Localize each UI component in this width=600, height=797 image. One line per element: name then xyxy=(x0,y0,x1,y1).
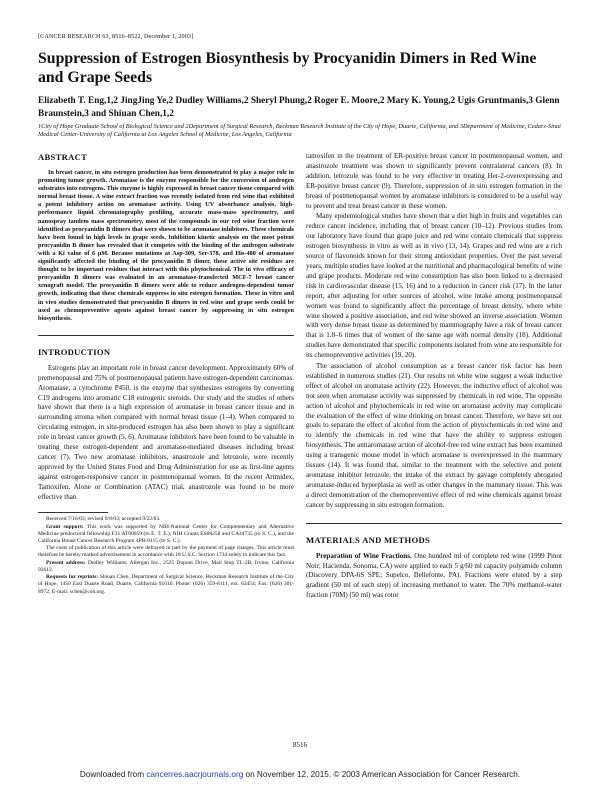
footnotes xyxy=(38,516,294,595)
methods-paragraph xyxy=(306,552,562,602)
methods-heading: MATERIALS AND METHODS xyxy=(306,534,431,545)
introduction-paragraph: Estrogens play an important role in breast cancer development. Approximately 60% of premenopausal and 75% of postmenopausal patients have estrogen-dependent carcinomas. Aromatase, a cytochrome P450, is the enzyme that synthesizes estrogens by converting C19 androgens into aromatic C18 estrogenic steroids. Our study and the studies of others have shown that there is a high expression of aromatase in breast cancer tissue and in surrounding stroma when compared with normal breast tissue (1–4). When compared to circulating estrogen, in situ-produced estrogen has also been shown to play a significant role in breast cancer growth (5, 6). Aromatase inhibitors have been found to be valuable in treating these estrogen-dependent and aromatase-mediated diseases including breast cancer (7). Two new aromatase inhibitors, anastrozole and letrozole, were recently approved by the United States Food and Drug Administration for use as first-line agents against estrogen-responsive cancer in postmenopausal women. In the recent Arimidex, Tamoxifen, Alone or Combination (ATAC) trial, anastrozole was found to be more effective than xyxy=(38,363,294,501)
right-column xyxy=(306,152,562,601)
footnote-present-address xyxy=(38,560,294,574)
right-paragraph-2: Many epidemiological studies have shown that a diet high in fruits and vegetables can reduce cancer incidence, including that of breast cancer (10–12). Previous studies from our laboratory have found that grape juice and red wine contain chemicals that suppress estrogen biosynthesis in vitro as well as in vivo (13, 14). Grapes and red wine are a rich source of flavonoids known for their strong antioxidant properties. Over the past several years, multiple studies have looked at the nutritional and pharmacological benefits of wine and grape products. Moderate red wine consumption has also been linked to a decreased risk in cardiovascular disease (15, 16) and to a reduction in cancer risk (17). In the latter report, after adjusting for other sources of alcohol, wine intake among postmenopausal women was found to significantly affect the percentage of breast density, where white wine showed a positive association, and red wine showed an inverse association. Women with very dense breast tissue as determined by mammography have a risk of breast cancer that is 1.8–6 times that of women of the same age with normal density (18). Additional studies have demonstrated that specific components isolated from wine are responsible for its chemopreventive activities (19, 20). xyxy=(306,212,562,360)
footnote-divider xyxy=(38,512,108,513)
footnote-costs: The costs of publication of this article were defrayed in part by the payment of page charges. This article must therefore be hereby marked advertisement in accordance with 18 U.S.C. Section 1734 solely to indicate this fact. xyxy=(38,545,294,559)
running-head: [CANCER RESEARCH 63, 8516–8522, December 1, 2003] xyxy=(38,33,194,40)
journal-link[interactable]: cancerres.aacrjournals.org xyxy=(146,770,244,779)
right-paragraph-1: tamoxifen in the treatment of ER-positive breast cancer in postmenopausal women, and anastrozole treatment was shown to significantly prevent contralateral cancers (8). In addition, letrozole was found to be very effective in treating Her-2-overexpressing and ER-positive breast cancer (9). Therefore, suppression of in situ estrogen formation in the breast of postmenopausal women by aromatase inhibitors is considered to be a useful way to prevent and treat breast cancer in these women. xyxy=(306,152,562,210)
section-divider xyxy=(306,523,562,524)
footnote-present-text: Dudley Williams, Allergan Inc., 2525 Dupont Drive, Mail Stop TL-2B, Irvine, California 92612. xyxy=(38,559,294,573)
footnote-received: Received 7/16/03; revised 9/8/03; accepted 9/22/03. xyxy=(46,516,161,523)
footnote-reprints-text: Shiuan Chen, Department of Surgical Science, Beckman Research Institute of the City of Hope, 1450 East Duarte Road, Duarte, California 91010. Phone: (626) 359-8111, ext. 63454; Fax: (626) 301-8972; E-mail: schen@coh.org. xyxy=(38,574,294,595)
footnote-grant-label: Grant support: xyxy=(46,523,84,530)
footnote-present-label: Present address: xyxy=(46,559,86,566)
footnote-grant-text: This work was supported by NIH-National Center for Complementary and Alternative Medicine predoctoral fellowship F31 AT00059 (to E. T. E.), NIH Grants ES08258 and CA44735 (to S. C.), and the California Breast Cancer Research Program 4PB-0115 (to S. C.). xyxy=(38,523,294,545)
abstract-heading: ABSTRACT xyxy=(38,152,88,162)
left-column xyxy=(38,152,294,596)
download-prefix: Downloaded from xyxy=(79,770,145,779)
section-divider xyxy=(38,335,294,336)
author-list: Elizabeth T. Eng,1,2 JingJing Ye,2 Dudley Williams,2 Sheryl Phung,2 Roger E. Moore,2 Mary K. Young,2 Ugis Gruntmanis,3 Glenn Braunstein,3 and Shiuan Chen,1,2 xyxy=(38,96,560,119)
abstract-text: In breast cancer, in situ estrogen production has been demonstrated to play a major role in promoting tumor growth. Aromatase is the enzyme responsible for the conversion of androgen substrates into estrogens. This enzyme is highly expressed in breast cancer tissue compared with normal breast tissue. A wine extract fraction was recently isolated from red wine that exhibited a potent inhibitory action on aromatase activity. Using UV absorbance analysis, high-performance liquid chromatography profiling, accurate mass-mass spectrometry, and nanospray tandem mass spectrometry, most of the compounds in our red wine fraction were identified as procyanidin B dimers that were shown to be aromatase inhibitors. These chemicals have been found in high levels in grape seeds. Inhibition kinetic analysis on the most potent procyanidin B dimer has revealed that it competes with the binding of the androgen substrate with a Ki value of 6 μM. Because mutations at Asp-309, Ser-378, and His-480 of aromatase significantly affected the binding of the procyanidin B dimer, these active site residues are thought to be important residues that interact with this phytochemical. The in vivo efficacy of procyanidin B dimers was evaluated in an aromatase-transfected MCF-7 breast cancer xenograft model. The procyanidin B dimers were able to reduce androgen-dependent tumor growth, indicating that these chemicals suppress in situ estrogen formation. These in vitro and in vivo studies demonstrated that procyanidin B dimers in red wine and grape seeds could be used as chemopreventive agents against breast cancer by suppressing in situ estrogen biosynthesis. xyxy=(38,169,294,322)
footnote-reprints-label: Requests for reprints: xyxy=(46,574,99,581)
footnote-grant xyxy=(38,524,294,546)
download-suffix: on November 12, 2015. © 2003 American Association for Cancer Research. xyxy=(245,770,521,779)
methods-text: One hundred ml of complete red wine (1999 Pinot Noir; Hacienda, Sonoma, CA) were applied to each 5 g/60 ml capacity polyamide column (Discovery DPA-6S SPE; Supelco, Bellefonte, PA). Fractions were eluted by a step gradient (50 ml of each step) of increasing methanol to water. The 70% methanol-water fraction (70M) (50 ml) was rotor xyxy=(306,551,563,600)
page-number: 8516 xyxy=(293,741,307,749)
download-notice xyxy=(40,770,560,780)
methods-subsection-title: Preparation of Wine Fractions. xyxy=(316,551,412,560)
introduction-heading: INTRODUCTION xyxy=(38,346,111,357)
article-title: Suppression of Estrogen Biosynthesis by Procyanidin Dimers in Red Wine and Grape Seeds xyxy=(38,50,537,86)
affiliations: 1City of Hope Graduate School of Biological Science and 2Department of Surgical Research, Beckman Research Institute of the City of Hope, Duarte, California, and 3Department of Medicine, Cedars-Sinai Medical Center-University of California at Los Angeles School of Medicine, Los Angeles, California xyxy=(38,123,561,139)
right-paragraph-3: The association of alcohol consumption as a breast cancer risk factor has been established in numerous studies (21). Our results on white wine suggest a weak inductive effect of alcohol on aromatase activity (22). However, the inductive effect of alcohol was not seen when aromatase activity was suppressed by chemicals in red wine. The opposite action of alcohol and phytochemicals in red wine on aromatase activity may complicate the evaluation of the effect of wine drinking on breast cancer. Therefore, we have set our goals to separate the effect of alcohol from the action of phytochemicals in red wine and to identify the chemicals in red wine that have the ability to suppress estrogen biosynthesis. The antiaromatase action of alcohol-free red wine extract has been examined using a transgenic mouse model in which aromatase is overexpressed in the mammary tissues (14). It was found that, similar to the treatment with the selective and potent aromatase inhibitor letrozole, the intake of the extract by gavage completely abrogated aromatase-induced hyperplasia as well as other changes in the mammary tissue. This was a direct demonstration of the chemopreventive effect of red wine chemicals against breast cancer by suppressing in situ estrogen formation. xyxy=(306,362,562,509)
footnote-reprints xyxy=(38,574,294,596)
